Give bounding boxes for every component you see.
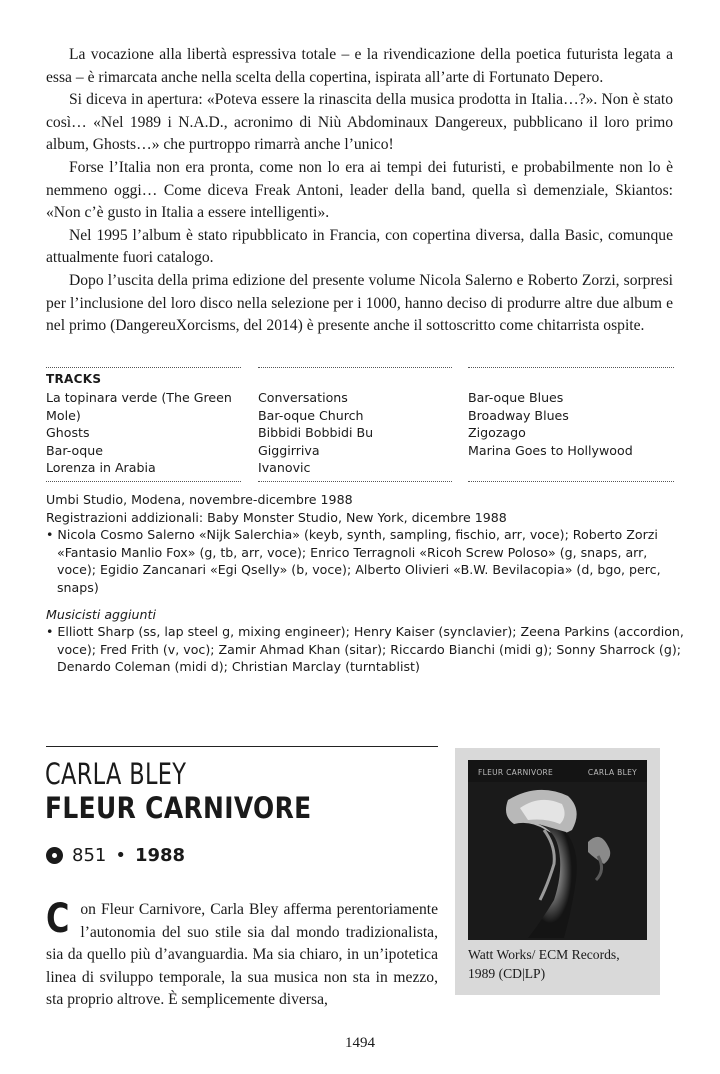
guests-heading: Musicisti aggiunti — [46, 606, 156, 622]
paragraph: La vocazione alla libertà espressiva totale – e la rivendicazione della poetica futurista legata a essa – è rimarcata anche nella scelta della copertina, ispirata all’arte di Fortunato Depero. — [46, 46, 673, 86]
entry-year: 1988 — [134, 845, 186, 866]
paragraph: Si diceva in apertura: «Poteva essere la rinascita della musica prodotta in Italia…?». Non è stato così… «Nel 1989 i N.A.D., acronimo di Niù Abdominaux Dangereux, pubblicano il loro primo album, Ghosts…» che purtroppo rimarrà anche l’unico! — [46, 91, 673, 154]
guests-line: Denardo Coleman (midi d); Christian Marclay (turntablist) — [57, 659, 420, 675]
disc-icon — [46, 847, 63, 864]
tracks-rule-bottom-1 — [46, 481, 241, 482]
tracks-rule-bottom-3 — [468, 481, 674, 482]
tracks-rule-top-1 — [46, 367, 241, 368]
entry-number: 851 — [72, 845, 107, 866]
track-item: Lorenza in Arabia — [46, 460, 156, 476]
track-item: Bar-oque — [46, 442, 103, 458]
tracks-rule-bottom-2 — [258, 481, 452, 482]
credits — [46, 491, 684, 676]
tracks-column-1 — [46, 389, 232, 477]
cover-photo — [468, 760, 647, 940]
body-text — [46, 44, 673, 338]
album-title: FLEUR CARNIVORE — [45, 791, 312, 825]
track-item: Bibbidi Bobbidi Bu — [258, 425, 374, 441]
meta-separator: • — [115, 845, 126, 866]
musicians-line: voce); Egidio Zancanari «Egi Qselly» (b, voce); Alberto Olivieri «B.W. Bevilacopia» (d, bgo, perc, — [57, 562, 661, 578]
entry-meta — [46, 845, 185, 866]
tracks-column-3 — [468, 389, 633, 459]
paragraph: Dopo l’uscita della prima edizione del presente volume Nicola Salerno e Roberto Zorzi, sorpresi per l’inclusione del loro disco nella selezione per i 1000, hanno deciso di produrre altre due album e nel primo (DangereuXorcisms, del 2014) è presente anche il sottoscritto come chitarrista ospite. — [46, 271, 673, 335]
track-item: Mole) — [46, 407, 81, 423]
additional-recording-credit: Registrazioni addizionali: Baby Monster Studio, New York, dicembre 1988 — [46, 509, 507, 525]
track-item: Marina Goes to Hollywood — [468, 442, 633, 458]
cover-artist: CARLA BLEY — [587, 768, 637, 777]
paragraph: Nel 1995 l’album è stato ripubblicato in Francia, con copertina diversa, dalla Basic, comunque attualmente fuori catalogo. — [46, 226, 673, 267]
tracks-rule-top-2 — [258, 367, 452, 368]
cover-title: FLEUR CARNIVORE — [478, 768, 554, 777]
drop-cap: C — [46, 896, 70, 942]
guests-line: voce); Fred Frith (v, voc); Zamir Ahmad Khan (sitar); Riccardo Bianchi (midi g); Sonny Sharrock (g); — [57, 641, 681, 657]
musicians-line: «Fantasio Manlio Fox» (g, tb, arr, voce); Enrico Terragnoli «Ricoh Screw Poloso» (g, snaps, arr, — [57, 544, 648, 560]
track-item: Ghosts — [46, 425, 90, 441]
review-text — [46, 896, 438, 1012]
tracks-column-2 — [258, 389, 373, 477]
album-cover-image — [468, 760, 647, 940]
track-item: Giggirriva — [258, 442, 320, 458]
entry-divider — [46, 746, 438, 747]
musicians-line: • Nicola Cosmo Salerno «Nijk Salerchia» (keyb, synth, sampling, fischio, arr, voce); Roberto Zorzi — [46, 527, 658, 543]
tracks-rule-top-3 — [468, 367, 674, 368]
cover-caption: Watt Works/ ECM Records, 1989 (CD|LP) — [468, 947, 620, 981]
artist-name: CARLA BLEY — [45, 757, 187, 791]
review-body: on Fleur Carnivore, Carla Bley afferma perentoriamente l’autonomia del suo stile sia dal mondo tradizionalista, sia da quello più d’avanguardia. Ma sia chiaro, in un’ipotetica linea di sviluppo temporale, la sua musica non sta in mezzo, sta proprio altrove. È semplicemente diversa, — [46, 901, 438, 1009]
page-number: 1494 — [345, 1035, 375, 1051]
track-item: Broadway Blues — [468, 407, 569, 423]
paragraph: Forse l’Italia non era pronta, come non lo era ai tempi dei futuristi, e probabilmente non lo è nemmeno oggi… Come diceva Freak Antoni, leader della band, quella sì demenziale, Skiantos: «Non c’è gusto in Italia a essere intelligenti». — [46, 158, 673, 222]
track-item: La topinara verde (The Green — [46, 390, 232, 405]
guests-line: • Elliott Sharp (ss, lap steel g, mixing engineer); Henry Kaiser (synclavier); Zeena Parkins (accordion, — [46, 624, 684, 640]
musicians-line: snaps) — [57, 579, 99, 595]
track-item: Ivanovic — [258, 460, 311, 476]
studio-credit: Umbi Studio, Modena, novembre-dicembre 1988 — [46, 492, 353, 507]
tracks-heading: TRACKS — [46, 372, 102, 386]
track-item: Zigozago — [468, 425, 526, 441]
track-item: Conversations — [258, 390, 348, 405]
track-item: Bar-oque Blues — [468, 390, 564, 405]
track-item: Bar-oque Church — [258, 407, 364, 423]
